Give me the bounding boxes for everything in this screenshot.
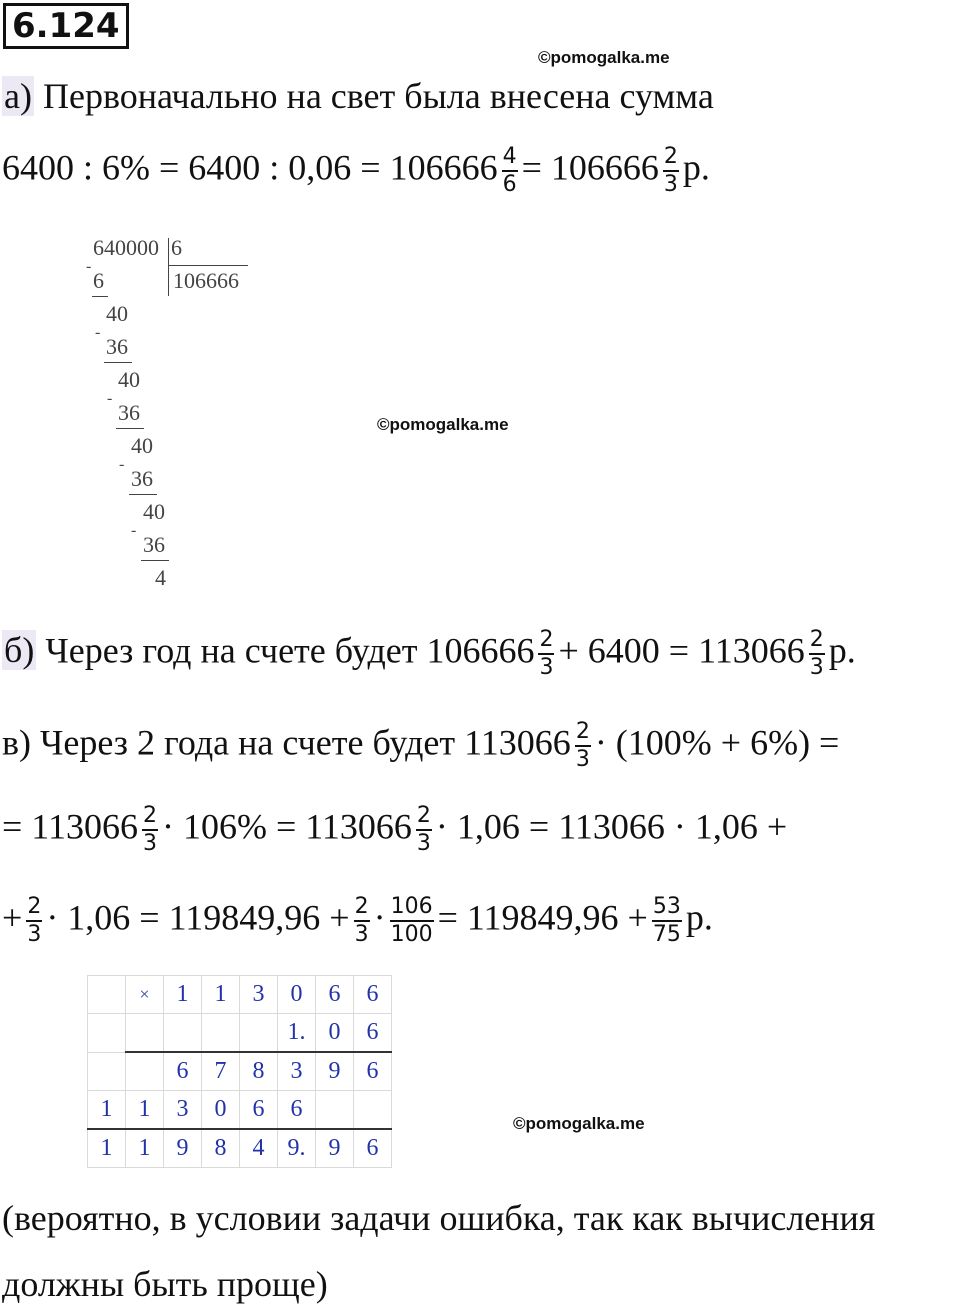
ld-step: 6 [93,268,104,293]
part-a-label: а) [4,76,32,116]
unit: р. [828,630,856,671]
ld-step: 40 [131,433,153,458]
part-c-expr: · 106% = 113066 [161,806,412,847]
table-row: 1. 0 6 [88,1014,392,1053]
part-a-calculation [2,144,710,198]
part-a-heading [2,74,714,118]
fraction: $\frac{2}{3}$ [354,894,369,947]
part-c-expr: = 113066 [2,806,138,847]
table-row: × 1 1 3 0 6 6 [88,976,392,1014]
part-c-expr: = 119849,96 + [437,897,648,938]
part-c-expr: · 1,06 = 119849,96 + [46,897,350,938]
ld-step: 40 [143,499,165,524]
ld-step: 40 [106,301,128,326]
part-b-text: Через год на счете будет 106666 [36,630,535,671]
note-line-2: должны быть проще) [2,1264,328,1304]
ld-step: 36 [143,532,165,557]
ld-step: 40 [118,367,140,392]
part-a-text: Первоначально на свет была внесена сумма [33,76,714,116]
table-row: 6 7 8 3 9 6 [88,1052,392,1091]
multiply-sign: × [126,976,164,1014]
part-c-tail: · (100% + 6%) = [594,722,840,763]
fraction: $\frac{2}{3}$ [663,144,678,197]
fraction: $\frac{106}{100}$ [390,894,433,947]
fraction: $\frac{2}{3}$ [539,627,554,680]
part-a-mid: = 106666 [521,147,659,188]
ld-step: 36 [106,334,128,359]
fraction: $\frac{2}{3}$ [416,803,431,856]
fraction: $\frac{4}{6}$ [502,144,517,197]
fraction: $\frac{2}{3}$ [809,627,824,680]
part-c-line-3 [2,894,713,948]
ld-step: 4 [155,565,166,590]
table-row: 1 1 3 0 6 6 [88,1091,392,1130]
part-c-text: Через 2 года на счете будет 113066 [31,722,571,763]
part-c-expr: · 1,06 = 113066 · 1,06 + [435,806,788,847]
table-row: 1 1 9 8 4 9. 9 6 [88,1129,392,1168]
unit: р. [682,147,710,188]
watermark-bottom: ©pomogalka.me [513,1114,645,1133]
note-line-1: (вероятно, в условии задачи ошибка, так как вычисления [2,1198,876,1238]
watermark-top: ©pomogalka.me [538,48,670,67]
part-c-line-1 [2,719,839,773]
part-c-line-2 [2,803,787,857]
ld-quotient: 106666 [173,268,239,293]
part-b-line [2,627,856,681]
fraction: $\frac{53}{75}$ [652,894,681,947]
unit: р. [685,897,713,938]
part-c-expr: + [2,897,23,938]
ld-divisor: 6 [171,235,182,260]
part-c-expr: · [373,897,386,938]
fraction: $\frac{2}{3}$ [142,803,157,856]
part-a-expr: 6400 : 6% = 6400 : 0,06 = 106666 [2,147,498,188]
fraction: $\frac{2}{3}$ [575,719,590,772]
ld-step: 36 [118,400,140,425]
part-c-label: в) [2,722,31,763]
multiplication-table [87,975,392,1168]
task-number: 6.124 [3,3,129,49]
part-b-label: б) [4,630,35,671]
ld-dividend: 640000 [93,235,159,260]
fraction: $\frac{2}{3}$ [27,894,42,947]
watermark-middle: ©pomogalka.me [377,415,509,434]
ld-step: 36 [131,466,153,491]
part-b-mid: + 6400 = 113066 [558,630,805,671]
